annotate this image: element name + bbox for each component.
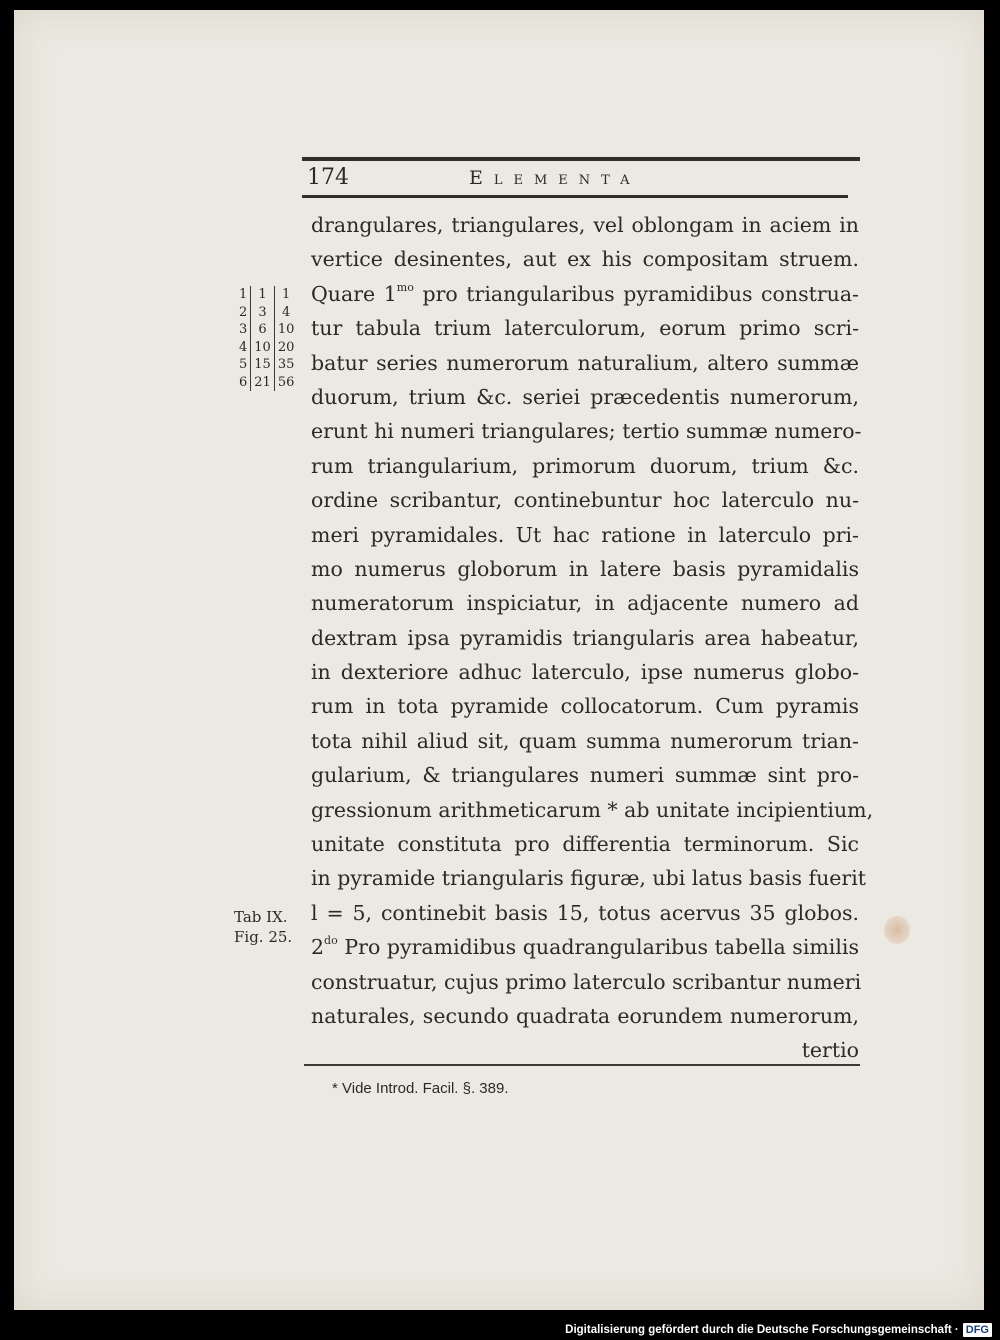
margin-table-cell: 4 bbox=[281, 304, 291, 320]
margin-table-row bbox=[236, 304, 297, 322]
text-line: dextram ipsa pyramidis triangularis area habeatur, bbox=[311, 625, 859, 650]
margin-table-cell: 1 bbox=[251, 286, 275, 304]
text-line: mo numerus globorum in latere basis pyramidalis bbox=[311, 556, 859, 581]
book-page bbox=[14, 10, 984, 1310]
text-line: l = 5, continebit basis 15, totus acervus 35 globos. bbox=[311, 900, 859, 925]
margin-note-fig: Fig. 25. bbox=[234, 928, 293, 946]
text-line: $2^{do}$ Pro pyramidibus quadrangularibus tabella similis bbox=[311, 934, 859, 960]
paper-stain bbox=[884, 916, 910, 944]
margin-table-cell: 10 bbox=[251, 339, 275, 357]
text-line: numeratorum inspiciatur, in adjacente numero ad bbox=[311, 591, 859, 616]
footnote-rule bbox=[304, 1064, 860, 1066]
dfg-logo: DFG bbox=[963, 1323, 992, 1337]
text-line: drangulares, triangulares, vel oblongam in aciem in bbox=[311, 213, 859, 237]
text-line: tertio bbox=[801, 1038, 859, 1063]
text-line: erunt hi numeri triangulares; tertio summæ numero- bbox=[311, 419, 862, 444]
page-number: 174 bbox=[307, 165, 349, 190]
margin-table-cell: 4 bbox=[236, 339, 251, 357]
text-line: vertice desinentes, aut ex his compositam struem. bbox=[311, 247, 859, 272]
margin-table-row bbox=[236, 286, 297, 304]
margin-table-row bbox=[236, 374, 297, 392]
body-text bbox=[311, 208, 874, 1068]
margin-table-cell: 6 bbox=[251, 321, 275, 339]
credit-text: Digitalisierung gefördert durch die Deutsche Forschungsgemeinschaft · bbox=[565, 1323, 959, 1336]
text-line: Quare $1^{mo}$ pro triangularibus pyramidibus construa- bbox=[311, 280, 859, 306]
text-line: meri pyramidales. Ut hac ratione in laterculo pri- bbox=[311, 522, 859, 547]
text-line: rum in tota pyramide collocatorum. Cum pyramis bbox=[311, 694, 859, 719]
text-line: in dexteriore adhuc laterculo, ipse numerus globo- bbox=[311, 660, 859, 685]
text-line: gularium, & triangulares numeri summæ sint pro- bbox=[311, 763, 859, 788]
margin-table-cell: 20 bbox=[277, 339, 295, 355]
margin-table-row bbox=[236, 339, 297, 357]
text-line: unitate constituta pro differentia terminorum. Sic bbox=[311, 832, 859, 857]
footnote: * Vide Introd. Facil. §. 389. bbox=[332, 1080, 509, 1097]
margin-number-table bbox=[236, 286, 297, 391]
margin-table-cell: 6 bbox=[236, 374, 251, 392]
margin-table-row bbox=[236, 321, 297, 339]
margin-figure-reference bbox=[234, 907, 292, 947]
digitization-credit bbox=[565, 1320, 992, 1339]
text-line: tur tabula trium laterculorum, eorum primo scri- bbox=[311, 316, 859, 341]
margin-table-cell: 3 bbox=[251, 304, 275, 322]
text-line: duorum, trium &c. seriei præcedentis numerorum, bbox=[311, 384, 859, 409]
running-title: Elementa bbox=[469, 167, 641, 189]
margin-table-cell: 5 bbox=[236, 356, 251, 374]
text-line: rum triangularium, primorum duorum, trium &c. bbox=[311, 453, 859, 478]
margin-table-cell: 3 bbox=[236, 321, 251, 339]
margin-note-tab: Tab IX. bbox=[234, 908, 288, 926]
header-rule-bottom bbox=[302, 195, 848, 198]
text-line: construatur, cujus primo laterculo scribantur numeri bbox=[311, 969, 862, 994]
margin-table-cell: 56 bbox=[277, 374, 295, 390]
margin-table-row bbox=[236, 356, 297, 374]
margin-table-cell: 1 bbox=[236, 286, 251, 304]
text-line: ordine scribantur, continebuntur hoc laterculo nu- bbox=[311, 488, 859, 513]
margin-table-cell: 2 bbox=[236, 304, 251, 322]
margin-table-cell: 10 bbox=[277, 322, 295, 337]
text-line: in pyramide triangularis figuræ, ubi latus basis fuerit bbox=[311, 866, 867, 891]
text-line: gressionum arithmeticarum * ab unitate incipientium, bbox=[311, 797, 874, 822]
margin-table-cell: 21 bbox=[251, 374, 275, 392]
header-rule-top bbox=[302, 157, 860, 161]
margin-table-cell: 1 bbox=[281, 287, 291, 302]
text-line: naturales, secundo quadrata eorundem numerorum, bbox=[311, 1003, 859, 1028]
text-line: tota nihil aliud sit, quam summa numerorum trian- bbox=[311, 728, 859, 753]
text-line: batur series numerorum naturalium, altero summæ bbox=[311, 350, 859, 375]
margin-table-cell: 35 bbox=[277, 357, 295, 372]
margin-table-cell: 15 bbox=[251, 356, 275, 374]
